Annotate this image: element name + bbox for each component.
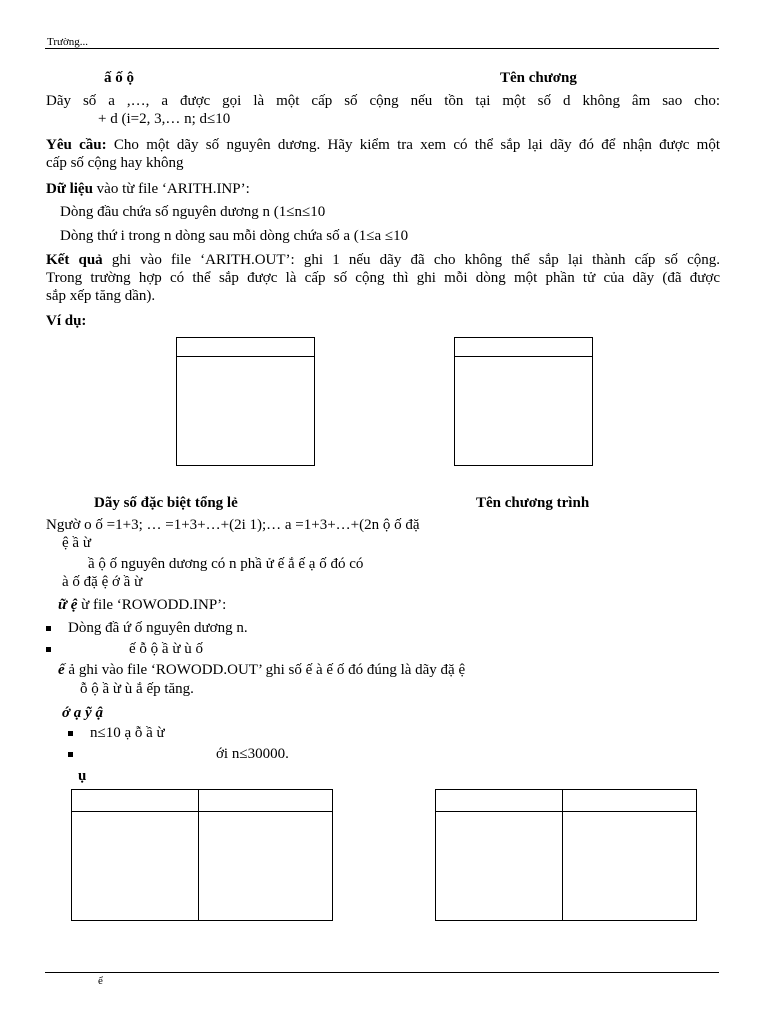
- input-file-text: vào từ file ‘ARITH.INP’:: [92, 181, 250, 197]
- requirement-label: Yêu cầu:: [46, 137, 107, 153]
- problem2-example-label: ụ: [78, 768, 87, 784]
- problem2-line2: ệ ầ ừ: [62, 535, 91, 551]
- example-input-box-header: [177, 338, 314, 357]
- bullet-square-icon: [46, 647, 51, 652]
- output-label: Kết quả: [46, 252, 103, 268]
- example-table-left-header: [72, 790, 332, 812]
- problem1-example-label: Ví dụ:: [46, 313, 87, 329]
- bullet-square-icon: [46, 626, 51, 631]
- bullet-square-icon: [68, 752, 73, 757]
- problem1-program-name-label: Tên chương: [500, 70, 577, 86]
- problem2-line1: Ngườ o ố =1+3; … =1+3+…+(2i 1);… a =1+3+…+(2n ộ ố đặ: [46, 517, 420, 533]
- problem2-output-line1: [58, 662, 465, 679]
- bullet-square-icon: [68, 731, 73, 736]
- example-output-box: [454, 337, 593, 466]
- example-table-left-divider: [198, 790, 199, 920]
- problem1-requirement-line2: cấp số cộng hay không: [46, 155, 184, 171]
- constraint-bullet2: [68, 746, 289, 763]
- problem1-title: ấ ố ộ: [104, 70, 134, 86]
- problem2-bullet1: [46, 620, 248, 637]
- footer-rule: [45, 972, 719, 973]
- page-header: Trường...: [47, 36, 89, 48]
- problem1-definition-line2: + d (i=2, 3,… n; d≤10: [98, 111, 231, 127]
- example-table-right-header: [436, 790, 696, 812]
- problem1-output-line2: Trong trường hợp có thể sắp được là cấp số cộng thì ghi mỗi dòng một phần tử của dãy (đã được: [46, 270, 720, 286]
- problem1-input-line2: Dòng thứ i trong n dòng sau mỗi dòng chứa số a (1≤a ≤10: [60, 228, 409, 244]
- problem2-output-text: ả ghi vào file ‘ROWODD.OUT’ ghi số ế à ế ố đó đúng là dãy đặ ệ: [64, 662, 466, 678]
- example-input-box: [176, 337, 315, 466]
- constraint-bullet1: [68, 725, 165, 742]
- problem1-definition-line1: Dãy số a ,…, a được gọi là một cấp số cộng nếu tồn tại một số d không âm sao cho:: [46, 93, 720, 109]
- constraint1-text: n≤10 ạ ỗ ầ ừ: [90, 725, 165, 741]
- problem1-input-line1: Dòng đầu chứa số nguyên dương n (1≤n≤10: [60, 204, 326, 220]
- problem1-requirement-line1: [46, 137, 720, 154]
- bullet2-text: ế ỗ ộ ầ ừ ù ố: [129, 641, 203, 657]
- problem2-bullet2: [46, 641, 203, 658]
- problem2-input-file-text: ừ file ‘ROWODD.INP’:: [77, 597, 227, 613]
- input-label: Dữ liệu: [46, 181, 93, 197]
- problem2-output-label: ế: [58, 662, 65, 678]
- constraint2-text: ới n≤30000.: [216, 746, 289, 762]
- problem2-output-line2: ỗ ộ ầ ừ ù ắ ếp tăng.: [80, 681, 194, 697]
- problem1-output-line1: [46, 252, 720, 269]
- page-footer: ể: [98, 975, 103, 987]
- example-table-left: [71, 789, 333, 921]
- problem2-title: Dãy số đặc biệt tổng lẻ: [94, 495, 238, 511]
- example-table-right-divider: [562, 790, 563, 920]
- problem1-output-line3: sắp xếp tăng dần).: [46, 288, 156, 304]
- example-output-box-header: [455, 338, 592, 357]
- bullet1-text: Dòng đầ ứ ố nguyên dương n.: [68, 620, 248, 636]
- problem1-input-heading: [46, 181, 250, 198]
- problem2-input-heading: [58, 597, 226, 614]
- problem2-program-name-label: Tên chương trình: [476, 495, 590, 511]
- output-text: ghi vào file ‘ARITH.OUT’: ghi 1 nếu dãy đã cho không thể sắp lại thành cấp số cộng.: [102, 252, 720, 268]
- problem2-constraints-label: ớ ạ ỹ ậ: [62, 705, 103, 721]
- problem2-input-label: ữ ệ: [58, 597, 78, 613]
- header-rule: [45, 48, 719, 49]
- requirement-text: Cho một dãy số nguyên dương. Hãy kiểm tra xem có thể sắp lại dãy đó để nhận được một: [106, 137, 720, 153]
- example-table-right: [435, 789, 697, 921]
- problem2-line4: à ố đặ ệ ớ ầ ừ: [62, 574, 143, 590]
- problem2-line3: ầ ộ ố nguyên dương có n phầ ử ế ắ ế ạ ố đó có: [88, 556, 364, 572]
